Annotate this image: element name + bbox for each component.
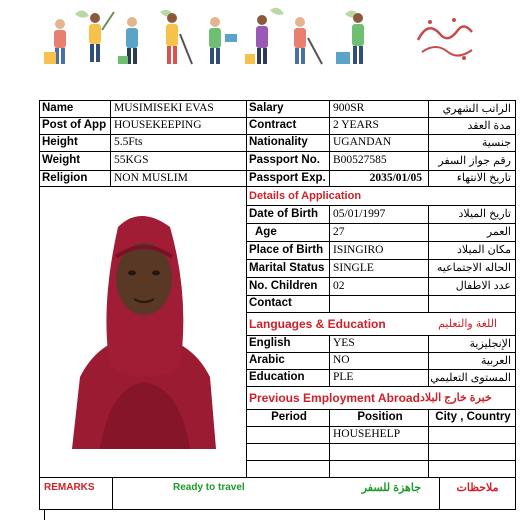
marital-label: Marital Status (246, 259, 330, 278)
contact-value (329, 295, 429, 313)
languages-section-heading (246, 312, 516, 336)
logo-calligraphy-icon (408, 10, 484, 66)
table-row-period (246, 443, 330, 461)
contact-label: Contact (246, 295, 330, 313)
passport-exp-arabic-label: تاريخ الانتهاء (428, 170, 516, 187)
contract-arabic-label: مدة العقد (428, 117, 516, 135)
religion-value: NON MUSLIM (110, 170, 247, 187)
dob-value: 05/01/1997 (329, 205, 429, 224)
employment-section-heading (246, 386, 516, 410)
remarks-arabic-label: ملاحظات (439, 477, 516, 510)
children-value: 02 (329, 277, 429, 296)
employment-col-period: Period (246, 409, 330, 427)
company-logo (408, 10, 484, 66)
weight-value: 55KGS (110, 151, 247, 171)
education-arabic-label: المستوى التعليمي (428, 369, 516, 387)
table-row-period (246, 426, 330, 444)
languages-section-title: Languages & Education (249, 317, 386, 331)
height-value: 5.5Fts (110, 134, 247, 152)
cleaner-figure (166, 13, 192, 64)
table-row-position: HOUSEHELP (329, 426, 429, 444)
salary-arabic-label: الراتب الشهري (428, 100, 516, 118)
cleaner-figure (89, 12, 114, 62)
cleaner-figure (245, 15, 268, 64)
salary-label: Salary (246, 100, 330, 118)
table-row-city (428, 443, 516, 461)
dob-label: Date of Birth (246, 205, 330, 224)
age-value: 27 (329, 223, 429, 242)
page-edge-divider (44, 510, 45, 520)
arabic-label: Arabic (246, 352, 330, 370)
marital-arabic-label: الحاله الاجتماعيه (428, 259, 516, 278)
name-label: Name (39, 100, 111, 118)
leaf-decoration (75, 8, 359, 18)
weight-label: Weight (39, 151, 111, 171)
cleaning-banner-illustration (40, 4, 380, 72)
remarks-value (112, 477, 440, 510)
arabic-value: NO (329, 352, 429, 370)
table-row-period (246, 460, 330, 478)
pob-arabic-label: مكان الميلاد (428, 241, 516, 260)
nationality-arabic-label: جنسية (428, 134, 516, 152)
education-label: Education (246, 369, 330, 387)
children-arabic-label: عدد الاطفال (428, 277, 516, 296)
arabic-arabic-label: العربية (428, 352, 516, 370)
passport-exp-value: 2035/01/05 (329, 170, 429, 187)
religion-label: Religion (39, 170, 111, 187)
nationality-label: Nationality (246, 134, 330, 152)
passport-label: Passport No. (246, 151, 330, 171)
table-row-position (329, 443, 429, 461)
table-row-city (428, 460, 516, 478)
age-label: Age (246, 223, 330, 242)
applicant-photo (39, 186, 247, 478)
applicant-photo-illustration (40, 187, 246, 477)
contract-value: 2 YEARS (329, 117, 429, 135)
post-label: Post of App (39, 117, 111, 135)
english-value: YES (329, 335, 429, 353)
english-label: English (246, 335, 330, 353)
post-value: HOUSEKEEPING (110, 117, 247, 135)
employment-section-title: Previous Employment Abroad (249, 391, 420, 405)
nationality-value: UGANDAN (329, 134, 429, 152)
passport-arabic-label: رقم جواز السفر (428, 151, 516, 171)
application-section-heading: Details of Application (246, 186, 516, 206)
remarks-status-arabic: جاهزة للسفر (361, 482, 421, 494)
children-label: No. Children (246, 277, 330, 296)
employment-col-city: City , Country (428, 409, 516, 427)
cleaner-figure (44, 19, 66, 64)
passport-value: B00527585 (329, 151, 429, 171)
employment-col-position: Position (329, 409, 429, 427)
cleaner-figure (118, 17, 138, 64)
cv-sheet (39, 100, 516, 510)
cleaner-figure (336, 13, 364, 64)
dob-arabic-label: تاريخ الميلاد (428, 205, 516, 224)
languages-section-arabic-title: اللغة والتعليم (438, 317, 497, 330)
pob-label: Place of Birth (246, 241, 330, 260)
table-row-city (428, 426, 516, 444)
employment-section-arabic-title: خبرة خارج البلاد (419, 391, 492, 404)
cleaner-figure (294, 17, 322, 64)
name-value: MUSIMISEKI EVAS (110, 100, 247, 118)
english-arabic-label: الإنجليزية (428, 335, 516, 353)
cleaner-figure (209, 17, 237, 64)
age-arabic-label: العمر (428, 223, 516, 242)
table-row-position (329, 460, 429, 478)
contract-label: Contract (246, 117, 330, 135)
height-label: Height (39, 134, 111, 152)
salary-value: 900SR (329, 100, 429, 118)
remarks-label: REMARKS (39, 477, 113, 510)
education-value: PLE (329, 369, 429, 387)
marital-value: SINGLE (329, 259, 429, 278)
passport-exp-label: Passport Exp. (246, 170, 330, 187)
remarks-status-english: Ready to travel (173, 482, 245, 493)
pob-value: ISINGIRO (329, 241, 429, 260)
contact-arabic-cell (428, 295, 516, 313)
